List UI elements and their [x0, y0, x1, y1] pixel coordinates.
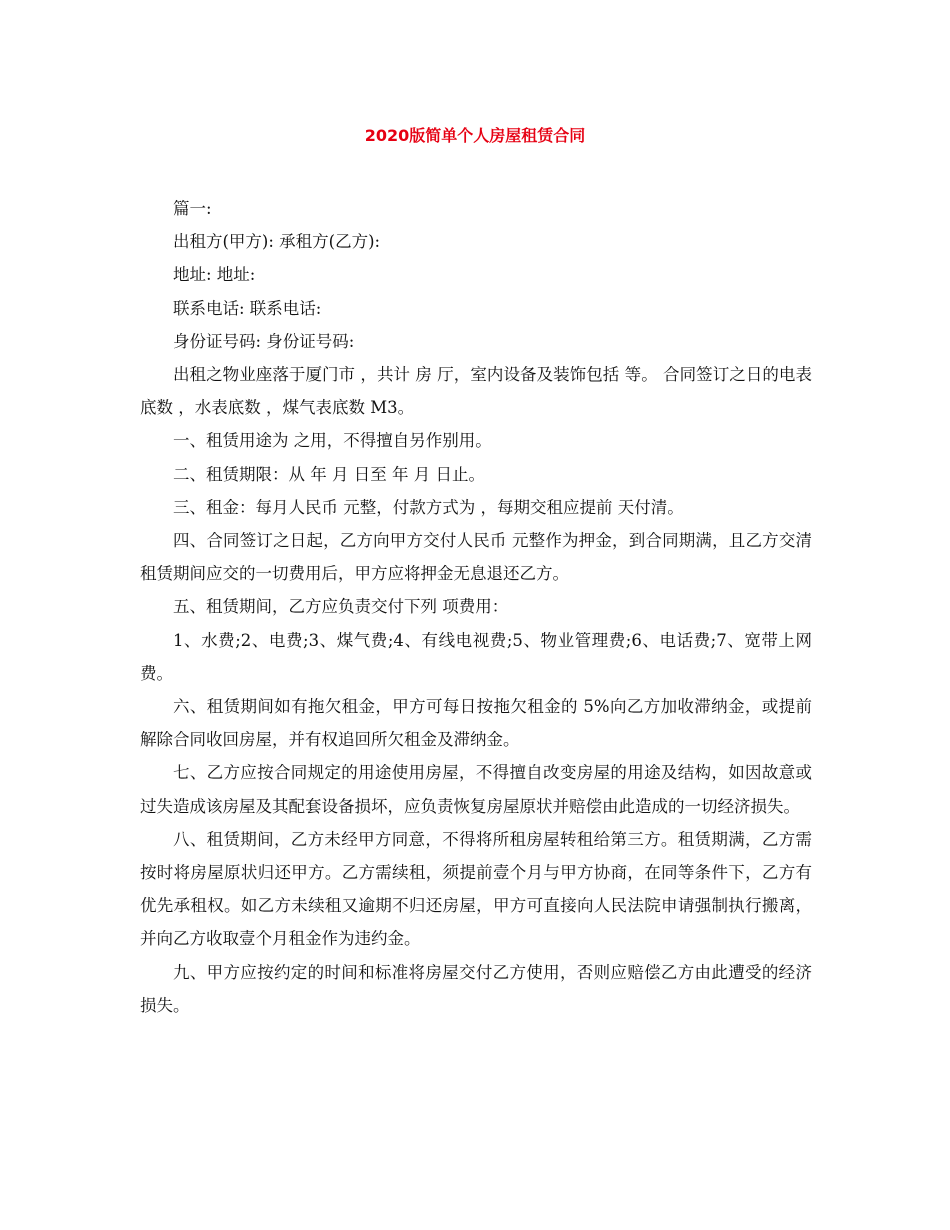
paragraph-heading-part-one: 篇一: [173, 199, 212, 218]
paragraph-fee-list: 1、水费;2、电费;3、煤气费;4、有线电视费;5、物业管理费;6、电话费;7、宽带上网费。 [140, 630, 812, 683]
paragraph-parties: 出租方(甲方): 承租方(乙方): [173, 232, 381, 252]
paragraph-clause-9: 九、甲方应按约定的时间和标准将房屋交付乙方使用，否则应赔偿乙方由此遭受的经济损失。 [140, 962, 812, 1015]
paragraph-clause-5: 五、租赁期间，乙方应负责交付下列 项费用： [173, 597, 509, 617]
paragraph-clause-6: 六、租赁期间如有拖欠租金，甲方可每日按拖欠租金的 5%向乙方加收滞纳金，或提前解除合同收回房屋，并有权追回所欠租金及滞纳金。 [140, 697, 812, 750]
paragraph-property-description: 出租之物业座落于厦门市 ，共计 房 厅，室内设备及装饰包括 等。 合同签订之日的电表底数 ，水表底数 ，煤气表底数 M3。 [140, 365, 812, 418]
document-title: 2020版简单个人房屋租赁合同 [364, 126, 586, 145]
paragraph-address: 地址: 地址: [173, 265, 256, 285]
paragraph-clause-4: 四、合同签订之日起，乙方向甲方交付人民币 元整作为押金，到合同期满，且乙方交清租赁期间应交的一切费用后，甲方应将押金无息退还乙方。 [140, 531, 812, 584]
paragraph-id-number: 身份证号码: 身份证号码: [173, 331, 355, 351]
paragraph-clause-2: 二、租赁期限：从 年 月 日至 年 月 日止。 [173, 464, 485, 484]
paragraph-clause-7: 七、乙方应按合同规定的用途使用房屋，不得擅自改变房屋的用途及结构，如因故意或过失造成该房屋及其配套设备损坏，应负责恢复房屋原状并赔偿由此造成的一切经济损失。 [140, 763, 812, 816]
paragraph-phone: 联系电话: 联系电话: [173, 298, 322, 318]
paragraph-clause-1: 一、租赁用途为 之用，不得擅自另作别用。 [173, 431, 492, 451]
paragraph-clause-8: 八、租赁期间，乙方未经甲方同意，不得将所租房屋转租给第三方。租赁期满，乙方需按时将房屋原状归还甲方。乙方需续租，须提前壹个月与甲方协商，在同等条件下，乙方有优先承租权。如乙方未续租又逾期不归还房屋，甲方可直接向人民法院申请强制执行搬离，并向乙方收取壹个月租金作为违约金。 [140, 829, 812, 949]
document-body [140, 192, 812, 1022]
paragraph-clause-3: 三、租金：每月人民币 元整，付款方式为 ，每期交租应提前 天付清。 [173, 497, 684, 517]
